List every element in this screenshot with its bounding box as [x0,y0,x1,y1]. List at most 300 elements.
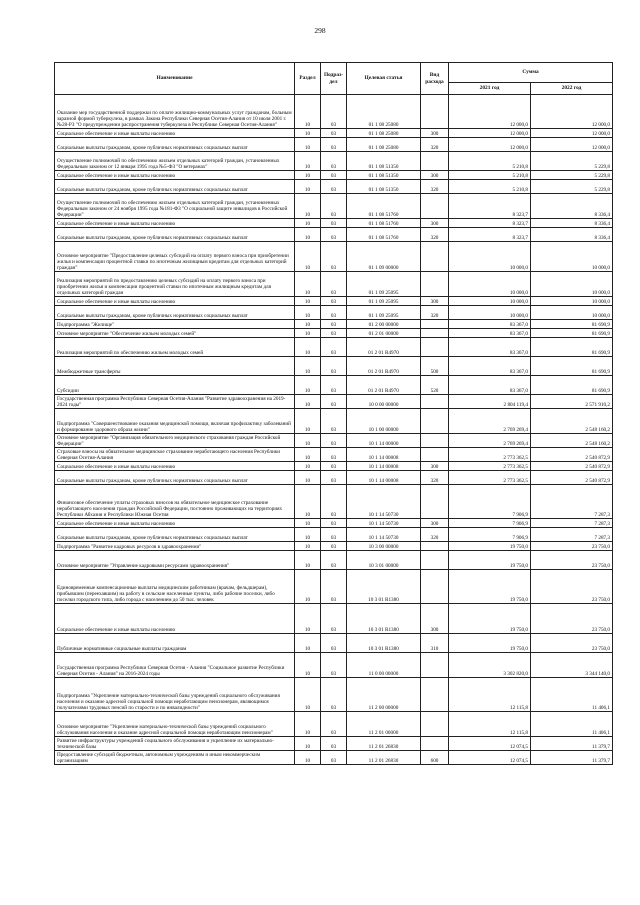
cell-subsection: 03 [321,653,347,678]
cell-name: Предоставление субсидий бюджетным, автономным учреждениям и иным некоммерческим организациям [55,751,295,765]
cell-name: Подпрограмма "Укрепление материально-технической базы учреждений социального обслуживания населения и оказание адресной социальной помощи неработающим пенсионерам, являющимся получателями трудовых пенсий по старости и по инвалидности" [55,678,295,712]
table-row [55,180,613,194]
table-row [55,395,613,409]
cell-expense-type [421,320,449,329]
cell-amount-2021: 8 323,7 [449,194,531,219]
cell-amount-2021: 19 750,0 [449,604,531,634]
cell-amount-2022: 81 690,9 [531,357,613,376]
cell-amount-2021: 12 000,0 [449,129,531,138]
cell-name: Социальные выплаты гражданам, кроме публичных нормативных социальных выплат [55,228,295,242]
cell-section: 10 [295,409,321,434]
cell-section: 10 [295,129,321,138]
cell-subsection: 03 [321,542,347,551]
cell-name: Социальные выплаты гражданам, кроме публичных нормативных социальных выплат [55,180,295,194]
cell-amount-2021: 2 804 119,4 [449,395,531,409]
cell-name: Публичные нормативные социальные выплаты гражданам [55,634,295,653]
cell-amount-2022: 23 750,0 [531,551,613,570]
cell-amount-2021: 2 773 362,5 [449,471,531,485]
cell-section: 10 [295,171,321,180]
cell-target: 11 2 01 26830 [347,751,421,765]
cell-section: 10 [295,329,321,338]
cell-amount-2022: 2 540 872,9 [531,462,613,471]
cell-expense-type [421,338,449,357]
cell-amount-2021: 12 115,8 [449,678,531,712]
table-row [55,570,613,604]
cell-expense-type [421,194,449,219]
cell-expense-type: 320 [421,528,449,542]
cell-section: 10 [295,448,321,462]
table-row [55,751,613,765]
cell-amount-2022: 2 540 872,9 [531,471,613,485]
cell-amount-2022: 5 229,8 [531,171,613,180]
table-row [55,242,613,272]
cell-expense-type: 300 [421,171,449,180]
cell-section: 10 [295,678,321,712]
cell-amount-2022: 10 000,0 [531,272,613,297]
cell-section: 10 [295,376,321,395]
cell-target: 01 1 08 51760 [347,219,421,228]
cell-name: Основное мероприятие "Укрепление материально-технической базы учреждений социального обслуживания населения и оказание адресной социальной помощи неработающим пенсионерам" [55,712,295,737]
cell-amount-2022: 7 287,3 [531,519,613,528]
table-row [55,357,613,376]
cell-amount-2022: 23 750,0 [531,634,613,653]
cell-expense-type: 520 [421,376,449,395]
table-row [55,228,613,242]
cell-amount-2021: 5 210,8 [449,152,531,171]
cell-target: 01 1 08 25080 [347,138,421,152]
cell-name: Реализация мероприятий по обеспечению жильем молодых семей [55,338,295,357]
header-target: Целевая статья [347,63,421,95]
cell-section: 10 [295,306,321,320]
cell-section: 10 [295,570,321,604]
cell-name: Подпрограмма "Жилище" [55,320,295,329]
table-row [55,95,613,129]
cell-target: 01 1 08 25080 [347,129,421,138]
cell-subsection: 03 [321,634,347,653]
page-number: 298 [314,26,326,35]
cell-subsection: 03 [321,448,347,462]
cell-name: Развитие инфраструктуры учреждений социального обслуживания и укрепление их материально-технической базы [55,737,295,751]
table-row [55,471,613,485]
cell-section: 10 [295,138,321,152]
cell-amount-2021: 2 773 362,5 [449,462,531,471]
cell-expense-type: 500 [421,357,449,376]
cell-subsection: 03 [321,297,347,306]
cell-amount-2022: 12 000,0 [531,138,613,152]
cell-expense-type: 320 [421,138,449,152]
cell-subsection: 03 [321,471,347,485]
cell-target: 11 2 01 00000 [347,712,421,737]
cell-target: 01 1 08 51760 [347,228,421,242]
cell-section: 10 [295,272,321,297]
header-subsection: Подраз-дел [321,63,347,95]
cell-amount-2022: 2 540 872,9 [531,448,613,462]
cell-target: 10 3 00 00000 [347,542,421,551]
cell-target: 10 1 14 00008 [347,448,421,462]
table-row [55,297,613,306]
header-name: Наименование [55,63,295,95]
table-row [55,653,613,678]
cell-amount-2021: 83 367,0 [449,320,531,329]
table-row [55,737,613,751]
cell-target: 11 2 01 26830 [347,737,421,751]
cell-section: 10 [295,434,321,448]
cell-amount-2022: 10 000,0 [531,297,613,306]
cell-target: 01 1 09 25095 [347,297,421,306]
cell-expense-type: 300 [421,462,449,471]
cell-expense-type [421,95,449,129]
cell-expense-type: 320 [421,228,449,242]
table-row [55,329,613,338]
cell-subsection: 03 [321,485,347,519]
cell-section: 10 [295,152,321,171]
cell-name: Социальное обеспечение и иные выплаты населению [55,604,295,634]
cell-section: 10 [295,462,321,471]
table-row [55,519,613,528]
cell-amount-2021: 12 000,0 [449,138,531,152]
cell-name: Социальные выплаты гражданам, кроме публичных нормативных социальных выплат [55,306,295,320]
cell-name: Страховые взносы на обязательное медицинское страхование неработающего населения Республики Северная Осетия-Алания [55,448,295,462]
cell-target: 10 0 00 00000 [347,395,421,409]
cell-target: 10 1 14 00000 [347,434,421,448]
cell-amount-2021: 3 302 820,0 [449,653,531,678]
cell-amount-2021: 12 074,5 [449,751,531,765]
cell-amount-2021: 19 750,0 [449,570,531,604]
cell-subsection: 03 [321,751,347,765]
cell-name: Государственная программа Республики Северная Осетия-Алания "Развитие здравоохранения на 2019-2024 годы" [55,395,295,409]
cell-name: Основное мероприятие "Организация обязательного медицинского страхования граждан Российской Федерации" [55,434,295,448]
cell-amount-2021: 5 210,8 [449,180,531,194]
cell-target: 01 2 00 00000 [347,320,421,329]
cell-amount-2021: 12 074,5 [449,737,531,751]
table-row [55,129,613,138]
cell-amount-2022: 2 548 160,2 [531,409,613,434]
cell-target: 01 1 08 25080 [347,95,421,129]
table-row [55,409,613,434]
table-row [55,485,613,519]
cell-subsection: 03 [321,462,347,471]
table-row [55,376,613,395]
cell-expense-type: 600 [421,751,449,765]
cell-expense-type: 300 [421,219,449,228]
cell-expense-type [421,712,449,737]
cell-amount-2021: 10 000,0 [449,306,531,320]
cell-expense-type: 300 [421,604,449,634]
cell-subsection: 03 [321,272,347,297]
cell-expense-type [421,653,449,678]
cell-amount-2022: 12 000,0 [531,95,613,129]
cell-name: Социальное обеспечение и иные выплаты населению [55,129,295,138]
cell-section: 10 [295,542,321,551]
cell-subsection: 03 [321,678,347,712]
cell-name: Оказание мер государственной поддержки по оплате жилищно-коммунальных услуг гражданам, больным заразной формой туберкулеза, в рамках Закона Республики Северная Осетия-Алания от 10 июля 2001 г. №28-РЗ "О предупреждении распространения туберкулеза в Республике Северная Осетия-Алания" [55,95,295,129]
cell-name: Подпрограмма "Совершенствование оказания медицинской помощи, включая профилактику заболеваний и формирование здорового образа жизни" [55,409,295,434]
cell-amount-2021: 19 750,0 [449,551,531,570]
cell-subsection: 03 [321,228,347,242]
cell-section: 10 [295,634,321,653]
table-row [55,306,613,320]
cell-section: 10 [295,297,321,306]
table-row [55,678,613,712]
cell-target: 10 1 14 50730 [347,519,421,528]
cell-name: Социальные выплаты гражданам, кроме публичных нормативных социальных выплат [55,138,295,152]
table-row [55,634,613,653]
cell-amount-2021: 12 000,0 [449,95,531,129]
cell-name: Единовременные компенсационные выплаты медицинским работникам (врачам, фельдшерам), прибывшим (переехавшим) на работу в сельские населенные пункты, либо рабочие поселки, либо поселки городского типа, либо города с населением до 50 тыс. человек [55,570,295,604]
header-section: Раздел [295,63,321,95]
cell-section: 10 [295,471,321,485]
cell-amount-2021: 83 367,0 [449,376,531,395]
cell-subsection: 03 [321,306,347,320]
cell-section: 10 [295,357,321,376]
cell-name: Подпрограмма "Развитие кадровых ресурсов в здравоохранении" [55,542,295,551]
cell-subsection: 03 [321,95,347,129]
cell-subsection: 03 [321,395,347,409]
cell-target: 01 2 01 R4970 [347,376,421,395]
cell-amount-2022: 2 571 910,2 [531,395,613,409]
cell-amount-2021: 5 210,8 [449,171,531,180]
cell-section: 10 [295,519,321,528]
cell-name: Основное мероприятие "Предоставление целевых субсидий на оплату первого взноса при приобретении жилья и компенсации процентной ставки по ипотечным жилищным кредитам для отдельных категорий граждан" [55,242,295,272]
cell-target: 01 1 08 51350 [347,152,421,171]
cell-amount-2022: 23 750,0 [531,570,613,604]
cell-amount-2021: 10 000,0 [449,272,531,297]
cell-amount-2022: 8 336,4 [531,219,613,228]
table-row [55,604,613,634]
cell-subsection: 03 [321,712,347,737]
cell-amount-2022: 81 690,9 [531,320,613,329]
table-row [55,219,613,228]
cell-expense-type [421,272,449,297]
cell-subsection: 03 [321,180,347,194]
cell-expense-type [421,448,449,462]
cell-section: 10 [295,712,321,737]
table-row [55,551,613,570]
cell-name: Реализация мероприятий по предоставлению целевых субсидий на оплату первого взноса при приобретении жилья и компенсации процентной ставки по ипотечным жилищным кредитам для отдельных категорий граждан [55,272,295,297]
cell-expense-type: 310 [421,634,449,653]
cell-section: 10 [295,485,321,519]
cell-subsection: 03 [321,329,347,338]
cell-subsection: 03 [321,338,347,357]
table-row [55,448,613,462]
cell-subsection: 03 [321,152,347,171]
cell-section: 10 [295,228,321,242]
cell-expense-type: 320 [421,471,449,485]
cell-section: 10 [295,751,321,765]
cell-amount-2022: 11 379,7 [531,751,613,765]
cell-name: Социальное обеспечение и иные выплаты населению [55,462,295,471]
cell-subsection: 03 [321,434,347,448]
cell-amount-2022: 2 548 160,2 [531,434,613,448]
cell-subsection: 03 [321,171,347,180]
cell-target: 01 1 08 51760 [347,194,421,219]
cell-expense-type: 320 [421,180,449,194]
cell-name: Социальные выплаты гражданам, кроме публичных нормативных социальных выплат [55,528,295,542]
cell-name: Социальные выплаты гражданам, кроме публичных нормативных социальных выплат [55,471,295,485]
cell-amount-2022: 3 344 140,0 [531,653,613,678]
cell-amount-2022: 10 000,0 [531,242,613,272]
cell-amount-2022: 23 750,0 [531,604,613,634]
cell-amount-2021: 2 769 269,4 [449,434,531,448]
cell-amount-2021: 83 367,0 [449,357,531,376]
cell-name: Социальное обеспечение и иные выплаты населению [55,171,295,180]
cell-expense-type: 300 [421,519,449,528]
cell-amount-2021: 2 769 269,4 [449,409,531,434]
cell-subsection: 03 [321,604,347,634]
cell-name: Межбюджетные трансферты [55,357,295,376]
cell-expense-type [421,329,449,338]
cell-subsection: 03 [321,409,347,434]
cell-subsection: 03 [321,219,347,228]
cell-amount-2021: 10 000,0 [449,297,531,306]
cell-target: 10 1 00 00000 [347,409,421,434]
header-sum: Сумма [449,63,613,83]
cell-name: Государственная программа Республики Северная Осетия - Алания "Социальное развитие Республики Северная Осетия - Алания" на 2016-2024 годы [55,653,295,678]
cell-amount-2021: 7 906,9 [449,485,531,519]
header-expense-type: Вид расхода [421,63,449,95]
header-year-2022: 2022 год [531,83,613,95]
cell-name: Осуществление полномочий по обеспечению жильем отдельных категорий граждан, установленных Федеральным законом от 12 января 1995 года №5-ФЗ "О ветеранах" [55,152,295,171]
cell-expense-type: 300 [421,297,449,306]
cell-amount-2021: 8 323,7 [449,228,531,242]
cell-target: 11 2 00 00000 [347,678,421,712]
cell-amount-2022: 8 336,4 [531,228,613,242]
cell-target: 01 1 09 25095 [347,306,421,320]
cell-target: 01 1 08 51350 [347,171,421,180]
cell-target: 10 3 01 R1380 [347,634,421,653]
cell-target: 10 3 01 00000 [347,551,421,570]
cell-subsection: 03 [321,519,347,528]
cell-subsection: 03 [321,737,347,751]
table-body [55,95,613,765]
table-row [55,171,613,180]
table-row [55,138,613,152]
table-row [55,194,613,219]
cell-section: 10 [295,604,321,634]
cell-amount-2021: 8 323,7 [449,219,531,228]
table-row [55,434,613,448]
cell-subsection: 03 [321,570,347,604]
cell-section: 10 [295,219,321,228]
cell-amount-2022: 23 750,0 [531,542,613,551]
header-year-2021: 2021 год [449,83,531,95]
cell-expense-type [421,434,449,448]
cell-amount-2022: 81 690,9 [531,329,613,338]
table-row [55,338,613,357]
cell-expense-type [421,152,449,171]
cell-name: Основное мероприятие "Управление кадровыми ресурсами здравоохранения" [55,551,295,570]
cell-name: Социальное обеспечение и иные выплаты населению [55,297,295,306]
cell-amount-2021: 7 906,9 [449,519,531,528]
table-row [55,712,613,737]
cell-target: 01 2 01 R4970 [347,338,421,357]
cell-expense-type [421,570,449,604]
cell-target: 01 1 08 51350 [347,180,421,194]
cell-section: 10 [295,653,321,678]
cell-expense-type [421,678,449,712]
cell-amount-2021: 12 115,8 [449,712,531,737]
cell-target: 10 1 14 50730 [347,485,421,519]
cell-section: 10 [295,395,321,409]
cell-amount-2021: 19 750,0 [449,634,531,653]
cell-target: 01 1 09 25095 [347,272,421,297]
cell-expense-type [421,737,449,751]
cell-amount-2022: 81 690,9 [531,338,613,357]
cell-amount-2021: 2 773 362,5 [449,448,531,462]
cell-subsection: 03 [321,138,347,152]
table-row [55,528,613,542]
cell-amount-2022: 12 000,0 [531,129,613,138]
table-row [55,320,613,329]
cell-subsection: 03 [321,320,347,329]
cell-amount-2022: 5 229,8 [531,152,613,171]
cell-section: 10 [295,242,321,272]
cell-target: 10 1 14 50730 [347,528,421,542]
cell-name: Социальное обеспечение и иные выплаты населению [55,219,295,228]
cell-section: 10 [295,528,321,542]
cell-amount-2021: 83 367,0 [449,338,531,357]
cell-amount-2022: 11 406,1 [531,712,613,737]
cell-amount-2022: 5 229,8 [531,180,613,194]
cell-expense-type [421,242,449,272]
cell-name: Основное мероприятие "Обеспечение жильем молодых семей" [55,329,295,338]
cell-name: Осуществление полномочий по обеспечению жильем отдельных категорий граждан, установленных Федеральным законом от 24 ноября 1995 года №181-ФЗ "О социальной защите инвалидов в Российской Федерации" [55,194,295,219]
cell-amount-2021: 10 000,0 [449,242,531,272]
cell-section: 10 [295,320,321,329]
cell-section: 10 [295,95,321,129]
cell-expense-type [421,542,449,551]
cell-subsection: 03 [321,242,347,272]
cell-expense-type [421,485,449,519]
cell-section: 10 [295,180,321,194]
cell-amount-2022: 7 287,3 [531,485,613,519]
cell-target: 10 3 01 R1380 [347,570,421,604]
cell-name: Социальное обеспечение и иные выплаты населению [55,519,295,528]
cell-target: 10 1 14 00008 [347,462,421,471]
cell-subsection: 03 [321,129,347,138]
table-row [55,272,613,297]
cell-subsection: 03 [321,194,347,219]
cell-target: 01 2 01 00000 [347,329,421,338]
cell-amount-2022: 11 379,7 [531,737,613,751]
cell-expense-type [421,409,449,434]
cell-amount-2022: 10 000,0 [531,306,613,320]
cell-subsection: 03 [321,376,347,395]
cell-target: 01 2 01 R4970 [347,357,421,376]
cell-amount-2021: 19 750,0 [449,542,531,551]
cell-amount-2022: 7 287,3 [531,528,613,542]
cell-subsection: 03 [321,528,347,542]
cell-target: 10 1 14 00008 [347,471,421,485]
table-row [55,462,613,471]
cell-target: 01 1 09 00000 [347,242,421,272]
cell-subsection: 03 [321,551,347,570]
table-row [55,542,613,551]
cell-amount-2021: 83 367,0 [449,329,531,338]
cell-amount-2022: 81 690,9 [531,376,613,395]
cell-expense-type [421,551,449,570]
cell-section: 10 [295,338,321,357]
cell-name: Субсидии [55,376,295,395]
cell-target: 11 0 00 00000 [347,653,421,678]
cell-amount-2022: 8 336,4 [531,194,613,219]
cell-section: 10 [295,551,321,570]
cell-expense-type: 320 [421,306,449,320]
cell-expense-type: 300 [421,129,449,138]
cell-amount-2022: 11 406,1 [531,678,613,712]
cell-amount-2021: 7 906,9 [449,528,531,542]
table-row [55,152,613,171]
